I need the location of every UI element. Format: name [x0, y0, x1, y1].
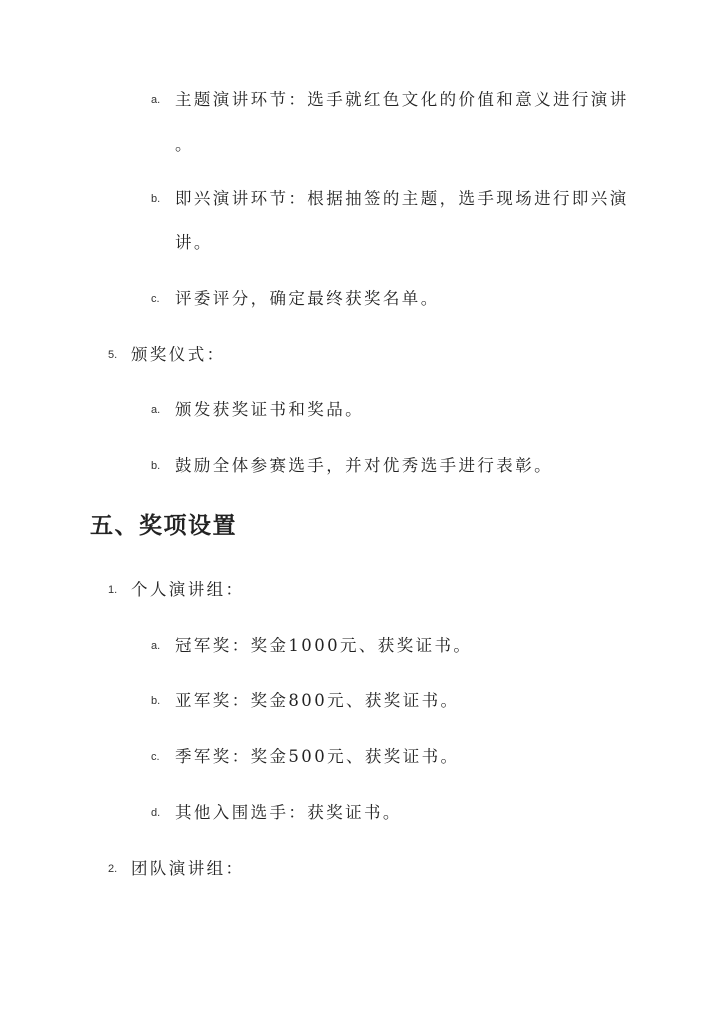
section-heading: 五、奖项设置	[90, 512, 237, 539]
list-item-text: 冠军奖：奖金1000元、获奖证书。	[175, 636, 473, 655]
list-marker: b.	[151, 193, 161, 205]
list-item-text-continued: 讲。	[175, 233, 213, 252]
list-marker: c.	[151, 293, 160, 305]
list-marker: d.	[151, 807, 161, 819]
list-item-text-continued: 。	[175, 135, 194, 154]
list-item-text: 颁奖仪式：	[131, 345, 226, 364]
list-marker: a.	[151, 404, 161, 416]
list-item-text: 其他入围选手：获奖证书。	[175, 803, 402, 822]
list-item-text: 鼓励全体参赛选手，并对优秀选手进行表彰。	[175, 456, 553, 475]
list-item-text: 主题演讲环节：选手就红色文化的价值和意义进行演讲	[175, 90, 629, 109]
list-marker: a.	[151, 640, 161, 652]
list-item-text: 评委评分，确定最终获奖名单。	[175, 289, 440, 308]
list-marker: 5.	[108, 349, 118, 361]
list-marker: a.	[151, 94, 161, 106]
list-marker: b.	[151, 695, 161, 707]
list-marker: 2.	[108, 863, 118, 875]
list-item-text: 季军奖：奖金500元、获奖证书。	[175, 747, 460, 766]
list-marker: b.	[151, 460, 161, 472]
list-item-text: 即兴演讲环节：根据抽签的主题，选手现场进行即兴演	[175, 189, 629, 208]
list-item-text: 团队演讲组：	[131, 859, 245, 878]
list-marker: c.	[151, 751, 160, 763]
list-item-text: 颁发获奖证书和奖品。	[175, 400, 364, 419]
list-marker: 1.	[108, 584, 118, 596]
list-item-text: 个人演讲组：	[131, 580, 245, 599]
list-item-text: 亚军奖：奖金800元、获奖证书。	[175, 691, 460, 710]
